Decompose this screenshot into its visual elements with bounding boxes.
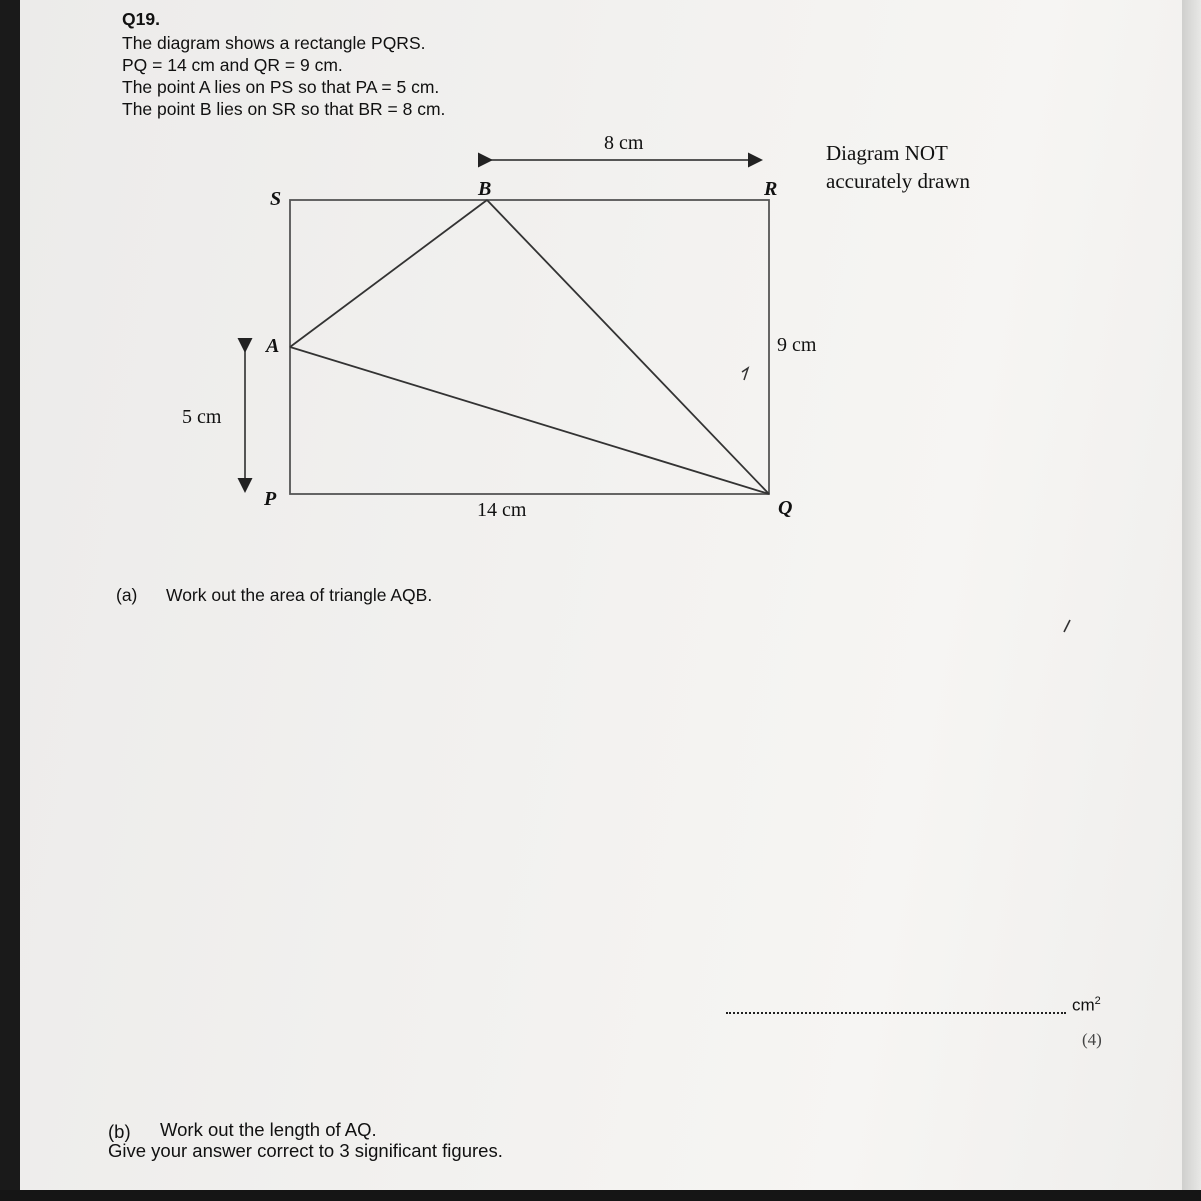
marks-a: (4)	[1082, 1030, 1102, 1049]
unit-power: 2	[1094, 995, 1101, 1007]
label-q: Q	[778, 497, 793, 519]
diagram-note-line-2: accurately drawn	[826, 169, 970, 193]
question-line-2: PQ = 14 cm and QR = 9 cm.	[122, 55, 343, 75]
answer-line-a[interactable]	[726, 1012, 1066, 1014]
question-line-4: The point B lies on SR so that BR = 8 cm.	[122, 99, 446, 119]
label-b: B	[478, 178, 492, 200]
diagram-note-line-1: Diagram NOT	[826, 141, 948, 165]
unit-text: cm	[1072, 995, 1095, 1015]
dim-top: 8 cm	[604, 132, 644, 154]
dim-bottom: 14 cm	[477, 499, 527, 521]
pencil-mark	[742, 368, 748, 380]
pencil-mark-2	[1064, 620, 1070, 632]
segment-aq	[290, 347, 769, 494]
label-r: R	[764, 178, 778, 200]
part-a-text: Work out the area of triangle AQB.	[166, 585, 433, 605]
part-b-text: Work out the length of AQ.	[160, 1119, 377, 1140]
dim-left: 5 cm	[182, 406, 222, 428]
photo-bottom-edge	[0, 1190, 1201, 1201]
answer-unit-a	[1072, 995, 1101, 1016]
question-number: Q19.	[122, 9, 160, 29]
question-line-1: The diagram shows a rectangle PQRS.	[122, 33, 426, 53]
label-p: P	[264, 488, 277, 510]
part-a-label: (a)	[116, 585, 138, 605]
dim-right: 9 cm	[777, 334, 817, 356]
part-b-label: (b)	[108, 1121, 131, 1142]
segment-ab	[290, 200, 487, 347]
label-a: A	[266, 335, 280, 357]
part-b-text-2: Give your answer correct to 3 significant figures.	[108, 1140, 503, 1161]
label-s: S	[270, 188, 282, 210]
question-line-3: The point A lies on PS so that PA = 5 cm.	[122, 77, 440, 97]
